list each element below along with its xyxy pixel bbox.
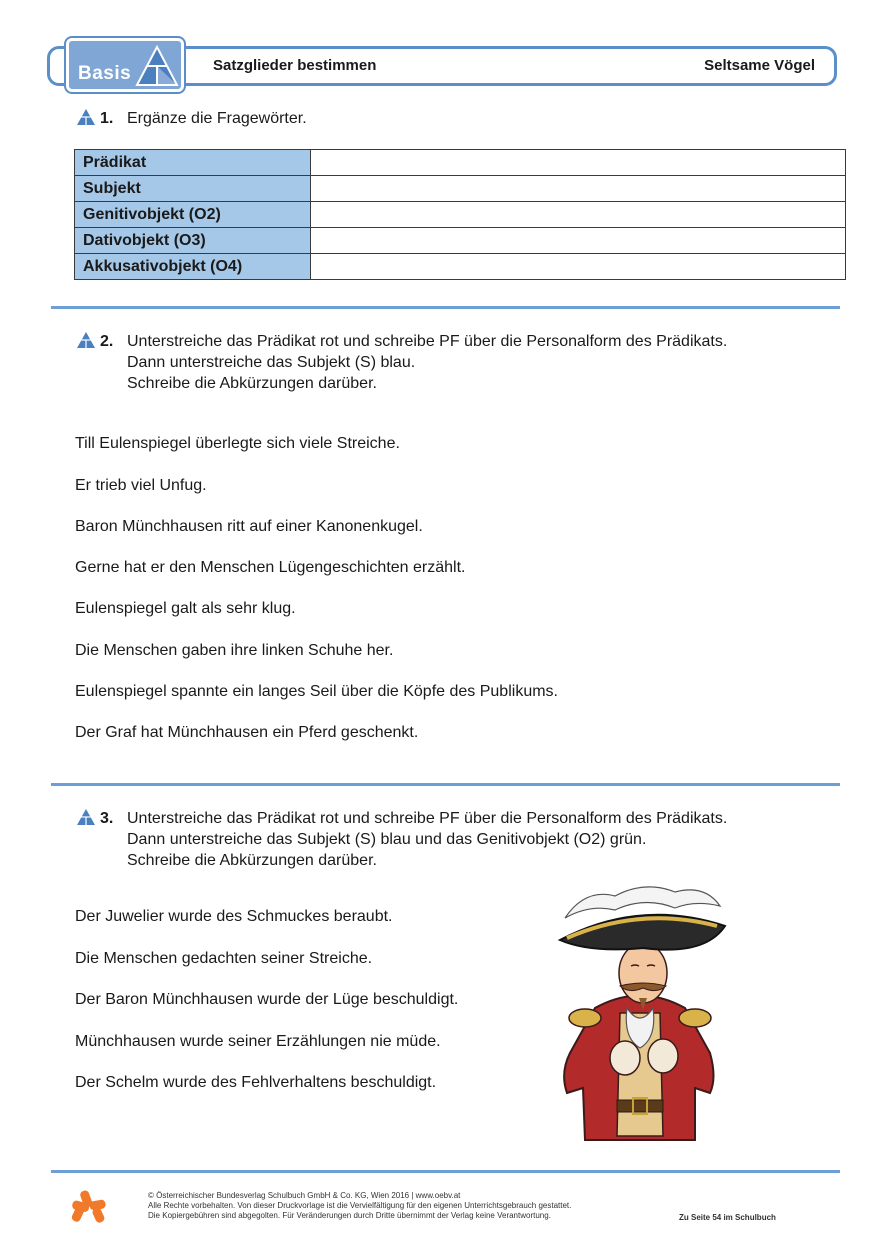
answer-cell[interactable] xyxy=(311,176,846,202)
task-instructions xyxy=(127,108,307,129)
worksheet-title: Satzglieder bestimmen xyxy=(213,57,377,74)
question-word-table xyxy=(74,149,846,280)
baron-munchhausen-illustration xyxy=(545,878,745,1143)
pyramid-icon xyxy=(135,45,179,87)
badge-label: Basis xyxy=(78,63,132,84)
exercise-sentence: Eulenspiegel galt als sehr klug. xyxy=(75,600,296,617)
worksheet-topic: Seltsame Vögel xyxy=(704,57,815,74)
instruction-line: Unterstreiche das Prädikat rot und schreibe PF über die Personalform des Prädikats. xyxy=(127,810,728,827)
footer-fees: Die Kopiergebühren sind abgegolten. Für Veränderungen durch Dritte übernimmt der Verlag keine Verantwortung. xyxy=(148,1211,551,1220)
clause-element-cell: Prädikat xyxy=(75,150,311,176)
exercise-sentence: Gerne hat er den Menschen Lügengeschichten erzählt. xyxy=(75,559,466,576)
table-row xyxy=(75,150,846,176)
exercise-sentence: Baron Münchhausen ritt auf einer Kanonenkugel. xyxy=(75,518,423,535)
instruction-line: Schreibe die Abkürzungen darüber. xyxy=(127,375,377,392)
table-row xyxy=(75,254,846,280)
exercise-sentence: Die Menschen gedachten seiner Streiche. xyxy=(75,950,373,967)
table-row xyxy=(75,202,846,228)
exercise-sentence: Der Juwelier wurde des Schmuckes beraubt. xyxy=(75,908,393,925)
footer-divider xyxy=(51,1170,840,1173)
instruction-line: Dann unterstreiche das Subjekt (S) blau und das Genitivobjekt (O2) grün. xyxy=(127,831,647,848)
instruction-line: Ergänze die Fragewörter. xyxy=(127,110,307,127)
task-instructions xyxy=(127,808,727,871)
level-pyramid-icon xyxy=(76,331,96,349)
exercise-sentence: Der Graf hat Münchhausen ein Pferd geschenkt. xyxy=(75,724,419,741)
footer-copyright: © Österreichischer Bundesverlag Schulbuch GmbH & Co. KG, Wien 2016 | www.oebv.at xyxy=(148,1191,461,1200)
instruction-line: Unterstreiche das Prädikat rot und schreibe PF über die Personalform des Prädikats. xyxy=(127,333,728,350)
exercise-sentence: Der Schelm wurde des Fehlverhaltens beschuldigt. xyxy=(75,1074,437,1091)
instruction-line: Schreibe die Abkürzungen darüber. xyxy=(127,852,377,869)
level-badge xyxy=(66,38,184,92)
table-row xyxy=(75,176,846,202)
publisher-logo-icon xyxy=(70,1188,108,1228)
task-number: 2. xyxy=(100,333,114,350)
task-number: 1. xyxy=(100,110,114,127)
section-divider xyxy=(51,783,840,786)
textbook-page-reference: Zu Seite 54 im Schulbuch xyxy=(679,1213,776,1222)
exercise-sentence: Münchhausen wurde seiner Erzählungen nie müde. xyxy=(75,1033,441,1050)
exercise-sentence: Die Menschen gaben ihre linken Schuhe her. xyxy=(75,642,394,659)
table-row xyxy=(75,228,846,254)
answer-cell[interactable] xyxy=(311,150,846,176)
section-divider xyxy=(51,306,840,309)
clause-element-cell: Genitivobjekt (O2) xyxy=(75,202,311,228)
exercise-sentence: Der Baron Münchhausen wurde der Lüge beschuldigt. xyxy=(75,991,459,1008)
exercise-sentence: Till Eulenspiegel überlegte sich viele Streiche. xyxy=(75,435,400,452)
exercise-sentence: Er trieb viel Unfug. xyxy=(75,477,207,494)
footer-legal xyxy=(148,1191,571,1221)
level-pyramid-icon xyxy=(76,808,96,826)
task-instructions xyxy=(127,331,727,394)
level-pyramid-icon xyxy=(76,108,96,126)
clause-element-cell: Subjekt xyxy=(75,176,311,202)
clause-element-cell: Akkusativobjekt (O4) xyxy=(75,254,311,280)
answer-cell[interactable] xyxy=(311,202,846,228)
footer-rights: Alle Rechte vorbehalten. Von dieser Druckvorlage ist die Vervielfältigung für den eigenen Unterrichtsgebrauch gestattet. xyxy=(148,1201,572,1210)
answer-cell[interactable] xyxy=(311,228,846,254)
answer-cell[interactable] xyxy=(311,254,846,280)
instruction-line: Dann unterstreiche das Subjekt (S) blau. xyxy=(127,354,416,371)
task-number: 3. xyxy=(100,810,114,827)
clause-element-cell: Dativobjekt (O3) xyxy=(75,228,311,254)
exercise-sentence: Eulenspiegel spannte ein langes Seil über die Köpfe des Publikums. xyxy=(75,683,558,700)
